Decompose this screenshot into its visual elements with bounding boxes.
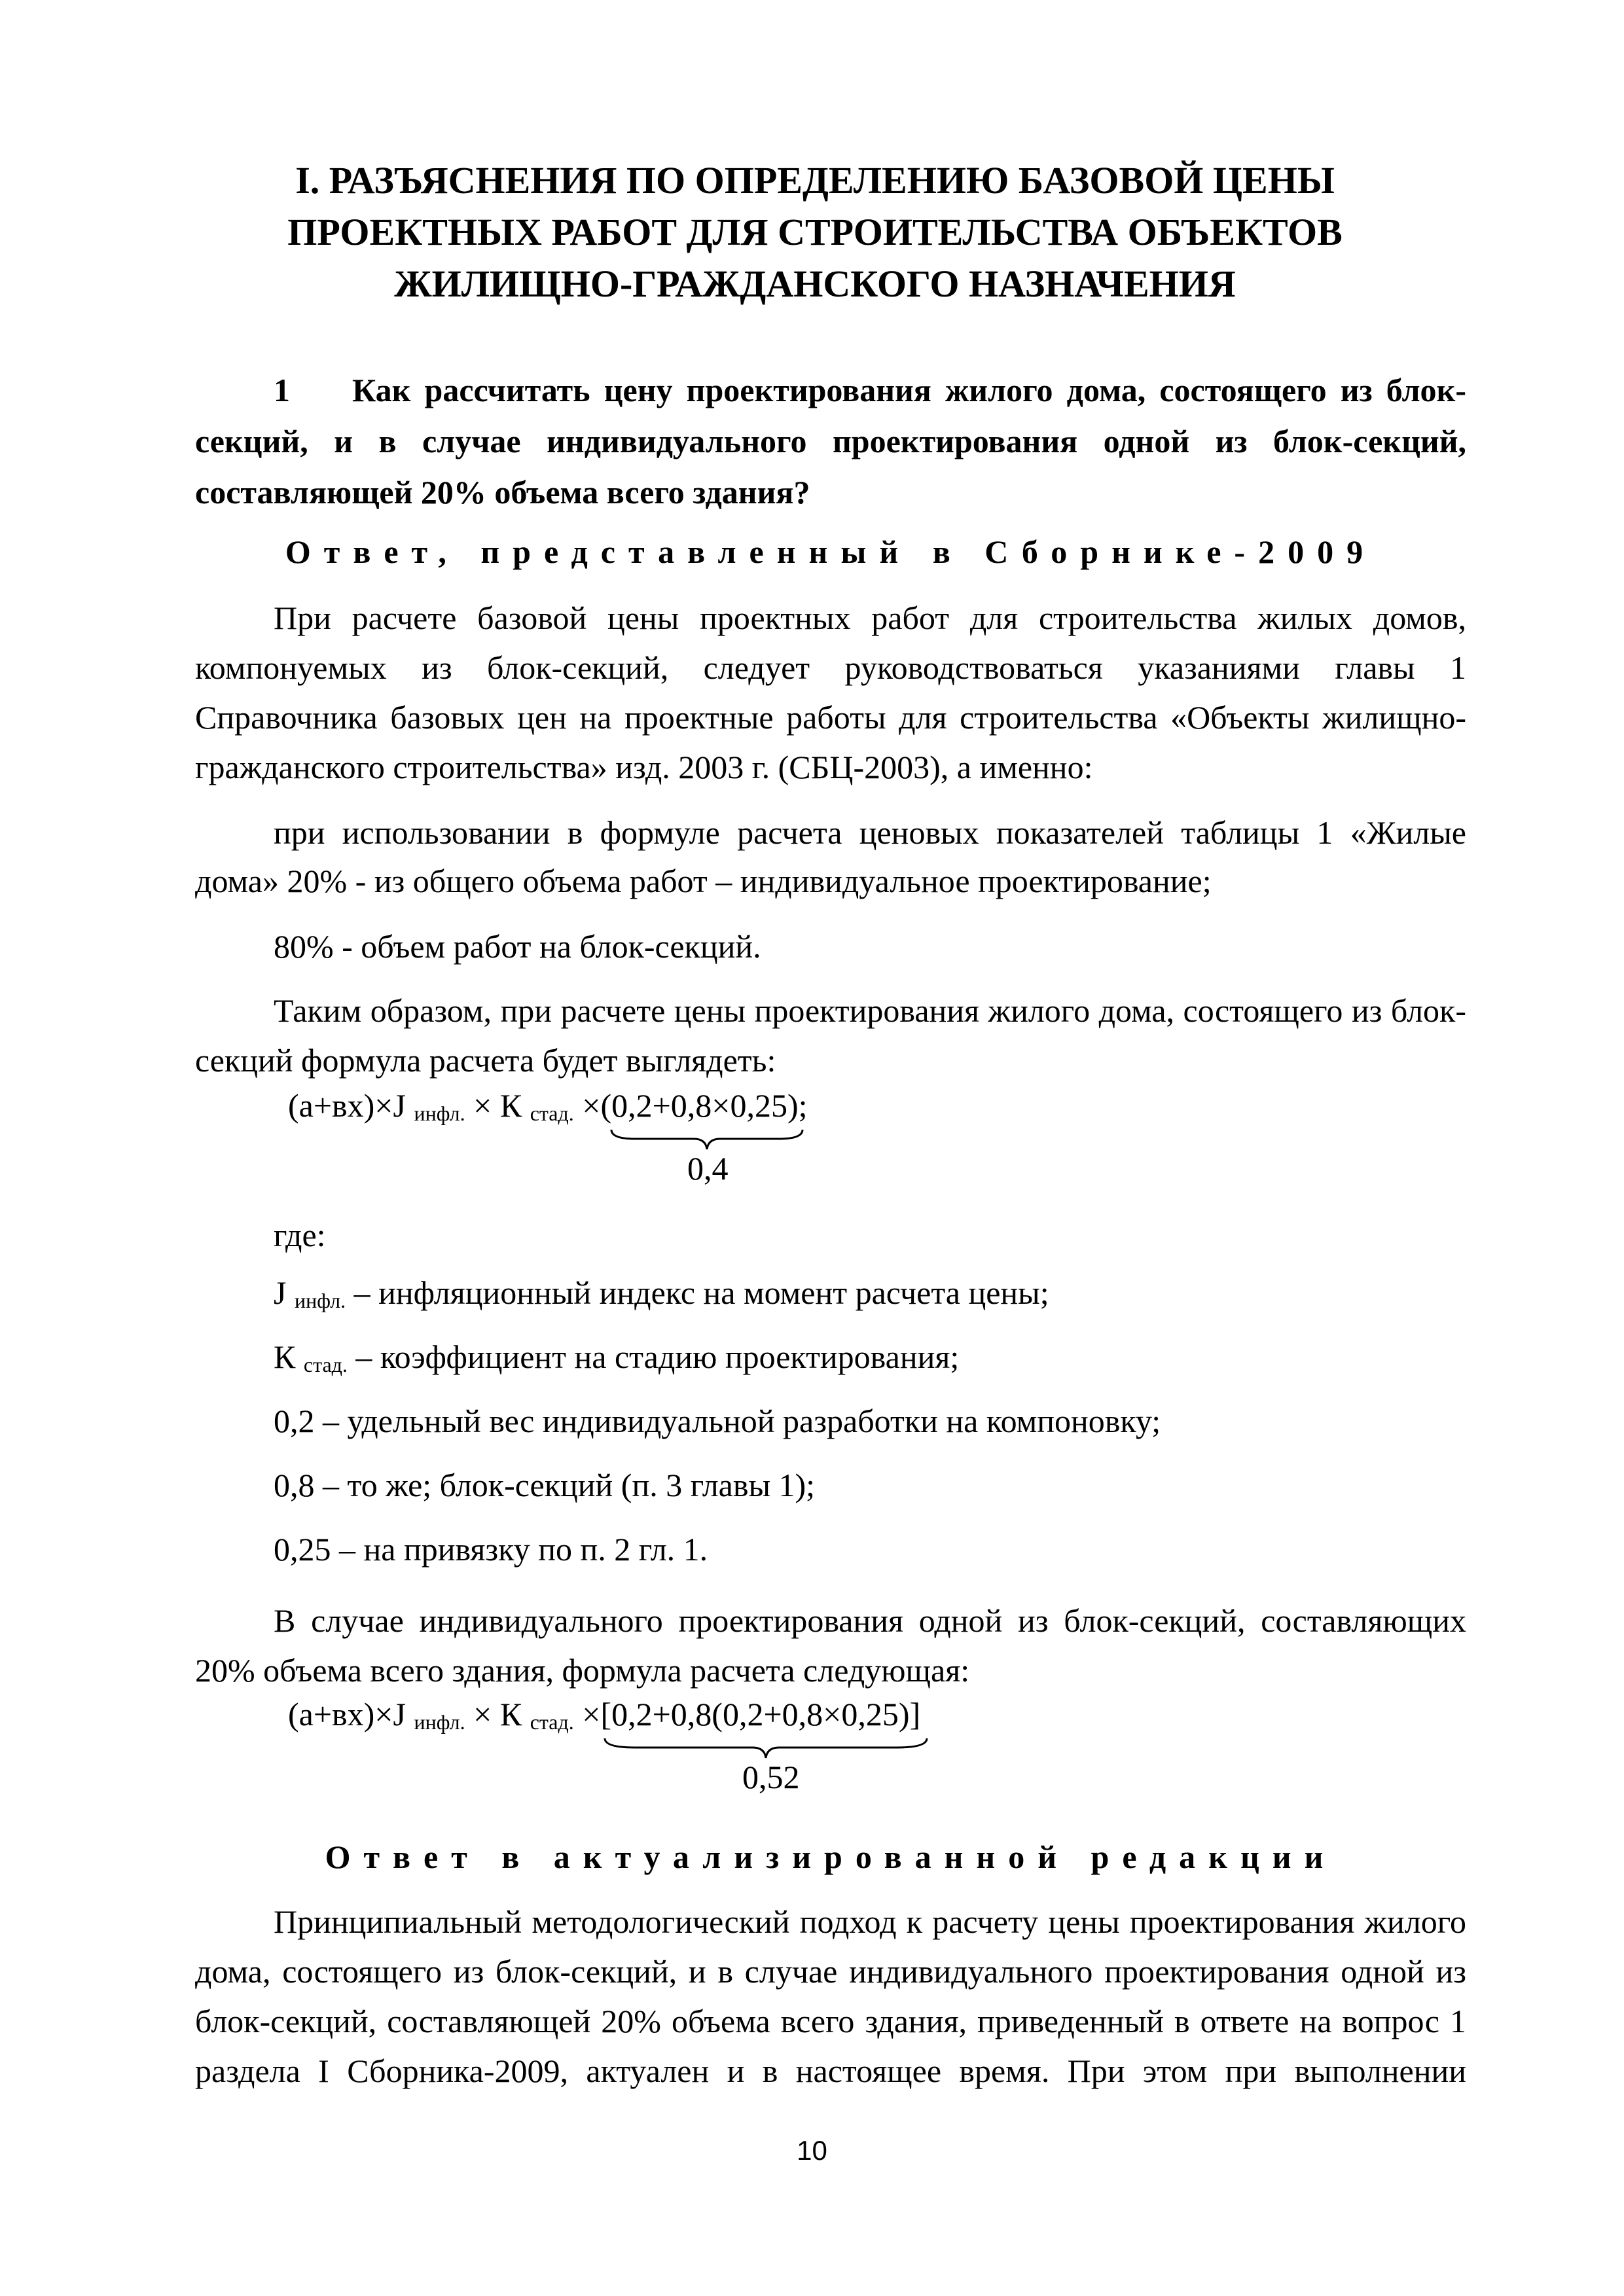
page-number: 10 [797, 2135, 827, 2166]
question-text: Как рассчитать цену проектирования жилого дома, состоящего из блок- [352, 372, 1466, 408]
definition-text: – коэффициент на стадию проектирования; [347, 1338, 960, 1375]
definition-text: – инфляционный индекс на момент расчета цены; [346, 1274, 1049, 1311]
paragraph-line: секций формула расчета будет выглядеть: [195, 1042, 776, 1079]
definition-subscript: стад. [303, 1353, 348, 1376]
question-line: секций, и в случае индивидуального проектирования одной из блок-секций, [195, 423, 1466, 459]
section-heading: Ответ в актуализированной редакции [325, 1839, 1337, 1875]
formula-2 [288, 1695, 920, 1734]
title-line: ПРОЕКТНЫХ РАБОТ ДЛЯ СТРОИТЕЛЬСТВА ОБЪЕКТОВ [287, 211, 1343, 253]
formula-term: × К [465, 1087, 530, 1124]
paragraph-line: при использовании в формуле расчета ценовых показателей таблицы 1 «Жилые [274, 814, 1466, 851]
definition-line [274, 1274, 1049, 1313]
formula-subscript: инфл. [414, 1102, 465, 1125]
definition-subscript: инфл. [294, 1289, 346, 1312]
paragraph-line: При расчете базовой цены проектных работ для строительства жилых домов, [274, 600, 1466, 636]
definition-symbol: К [274, 1338, 304, 1375]
definition-line: 0,2 – удельный вес индивидуальной разработки на компоновку; [274, 1403, 1161, 1439]
title-line: I. РАЗЪЯСНЕНИЯ ПО ОПРЕДЕЛЕНИЮ БАЗОВОЙ ЦЕНЫ [295, 159, 1335, 202]
formula-term: (а+вх)×J [288, 1087, 414, 1124]
formula-result: 0,52 [742, 1759, 800, 1795]
question-number: 1 [274, 372, 290, 408]
page-title [164, 154, 1466, 310]
formula-bracketed: [0,2+0,8(0,2+0,8×0,25)] [600, 1696, 921, 1732]
formula-result: 0,4 [687, 1150, 729, 1187]
paragraph-line: Таким образом, при расчете цены проектирования жилого дома, состоящего из блок- [274, 992, 1466, 1029]
formula-term: (а+вх)×J [288, 1696, 414, 1732]
paragraph-line: дома, состоящего из блок-секций, и в случае индивидуального проектирования одной из [195, 1953, 1466, 1990]
definition-symbol: J [274, 1274, 295, 1311]
formula-1 [288, 1086, 808, 1126]
formula-subscript: стад. [530, 1102, 574, 1125]
paragraph-line: В случае индивидуального проектирования одной из блок-секций, составляющих [274, 1602, 1466, 1639]
paragraph-line: компонуемых из блок-секций, следует руководствоваться указаниями главы 1 [195, 649, 1466, 686]
paragraph-line: 80% - объем работ на блок-секций. [274, 928, 761, 965]
paragraph-line: 20% объема всего здания, формула расчета следующая: [195, 1652, 970, 1689]
definition-line [274, 1338, 959, 1377]
formula-term: × К [465, 1696, 530, 1732]
question-line: составляющей 20% объема всего здания? [195, 474, 810, 511]
paragraph-line: дома» 20% - из общего объема работ – индивидуальное проектирование; [195, 863, 1212, 899]
definition-line: 0,8 – то же; блок-секций (п. 3 главы 1); [274, 1467, 816, 1503]
title-line: ЖИЛИЩНО-ГРАЖДАНСКОГО НАЗНАЧЕНИЯ [394, 262, 1236, 305]
formula-subscript: стад. [530, 1710, 574, 1734]
formula-bracketed: (0,2+0,8×0,25) [600, 1087, 799, 1124]
where-label: где: [274, 1217, 326, 1253]
paragraph-line: Принципиальный методологический подход к расчету цены проектирования жилого [274, 1903, 1466, 1940]
formula-term: × [573, 1087, 601, 1124]
question-line [195, 364, 1466, 416]
section-heading: Ответ, представленный в Сборнике-2009 [285, 533, 1377, 570]
formula-term: ; [798, 1087, 808, 1124]
formula-term: × [573, 1696, 601, 1732]
paragraph-line: Справочника базовых цен на проектные работы для строительства «Объекты жилищно- [195, 699, 1466, 736]
paragraph-line: раздела I Сборника-2009, актуален и в настоящее время. При этом при выполнении [195, 2053, 1466, 2089]
definition-line: 0,25 – на привязку по п. 2 гл. 1. [274, 1531, 708, 1568]
formula-subscript: инфл. [414, 1710, 465, 1734]
paragraph-line: блок-секций, составляющей 20% объема всего здания, приведенный в ответе на вопрос 1 [195, 2003, 1466, 2039]
paragraph-line: гражданского строительства» изд. 2003 г. (СБЦ-2003), а именно: [195, 749, 1093, 785]
